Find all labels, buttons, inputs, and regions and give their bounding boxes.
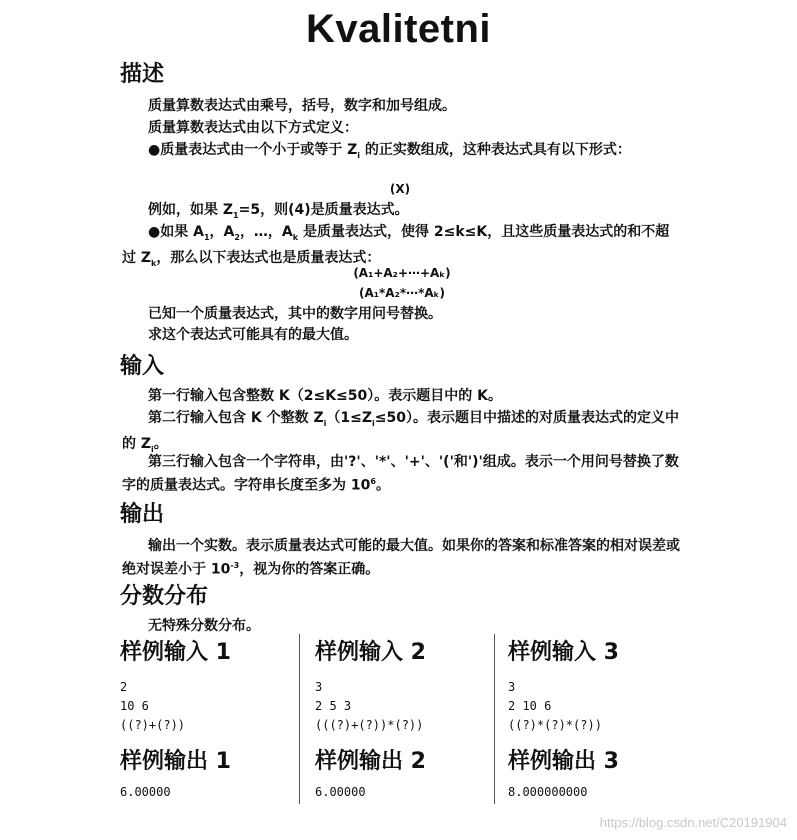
- formula-x: (X): [389, 182, 411, 196]
- sample-input-heading: 样例输入 2: [315, 640, 426, 665]
- description-known: 已知一个质量表达式，其中的数字用问号替换。: [148, 306, 442, 322]
- input-line-2: 第二行输入包含 K 个整数 $Z_i(1\le Z_i\le 50)$。表示题目中描述的对质量表达式的定义中的 $Z_i$。: [122, 410, 679, 454]
- sample-column-3: [508, 638, 688, 802]
- description-bullet-2: ●如果 $A_1$，$A_2$，…，$A_k$ 是质量表达式，使得 2≤k≤K，且这些质量表达式的和不超过 $Z_k$，那么以下表达式也是质量表达式：: [122, 224, 670, 268]
- description-bullet-1: ●质量表达式由一个小于或等于 $Z_i$ 的正实数组成，这种表达式具有以下形式：: [148, 142, 631, 160]
- sample-input-line: 2 10 6: [508, 699, 552, 713]
- description-line-2: 质量算数表达式由以下方式定义：: [148, 120, 358, 136]
- sample-input-line: (((?)+(?))*(?)): [315, 718, 424, 732]
- output-heading: 输出: [120, 502, 165, 527]
- sample-output-value: 8.000000000: [508, 785, 588, 799]
- input-line-1: 第一行输入包含整数 K（2≤K≤50）。表示题目中的 K。: [148, 388, 502, 404]
- sample-input-line: 2 5 3: [315, 699, 352, 713]
- sample-output-value: 6.00000: [315, 785, 366, 799]
- scoring-heading: 分数分布: [120, 584, 209, 609]
- sample-input-heading: 样例输入 1: [120, 640, 231, 665]
- sample-output-heading: 样例输出 3: [508, 749, 619, 774]
- description-line-1: 质量算数表达式由乘号，括号，数字和加号组成。: [148, 98, 456, 114]
- sample-input-line: ((?)*(?)*(?)): [508, 718, 602, 732]
- input-heading: 输入: [120, 354, 165, 379]
- description-heading: 描述: [120, 62, 165, 87]
- sample-output-heading: 样例输出 1: [120, 749, 231, 774]
- sample-column-1: [120, 638, 300, 802]
- watermark: https://blog.csdn.net/C20191904: [599, 815, 787, 830]
- sample-input-line: ((?)+(?)): [120, 718, 186, 732]
- sample-input-line: 10 6: [120, 699, 149, 713]
- problem-title: Kvalitetni: [305, 7, 492, 51]
- sample-input-heading: 样例输入 3: [508, 640, 619, 665]
- formula-product: (A₁*A₂*⋯*Aₖ): [358, 286, 445, 300]
- output-line-1: 输出一个实数。表示质量表达式可能的最大值。如果你的答案和标准答案的相对误差或绝对误差小于 $10^{-3}$，视为你的答案正确。: [122, 538, 680, 578]
- sample-output-value: 6.00000: [120, 785, 171, 799]
- scoring-line-1: 无特殊分数分布。: [148, 618, 260, 634]
- sample-column-2: [315, 638, 495, 802]
- input-line-3: 第三行输入包含一个字符串，由'?'、'*'、'+'、'('和')'组成。表示一个用问号替换了数字的质量表达式。字符串长度至多为 $10^6$。: [122, 454, 679, 494]
- description-example: 例如，如果 $Z_1=5$，则(4)是质量表达式。: [148, 202, 409, 220]
- sample-input-line: 3: [508, 680, 516, 694]
- sample-input-line: 2: [120, 680, 128, 694]
- sample-output-heading: 样例输出 2: [315, 749, 426, 774]
- description-ask: 求这个表达式可能具有的最大值。: [148, 327, 358, 343]
- sample-input-line: 3: [315, 680, 323, 694]
- formula-sum: (A₁+A₂+⋯+Aₖ): [353, 266, 451, 280]
